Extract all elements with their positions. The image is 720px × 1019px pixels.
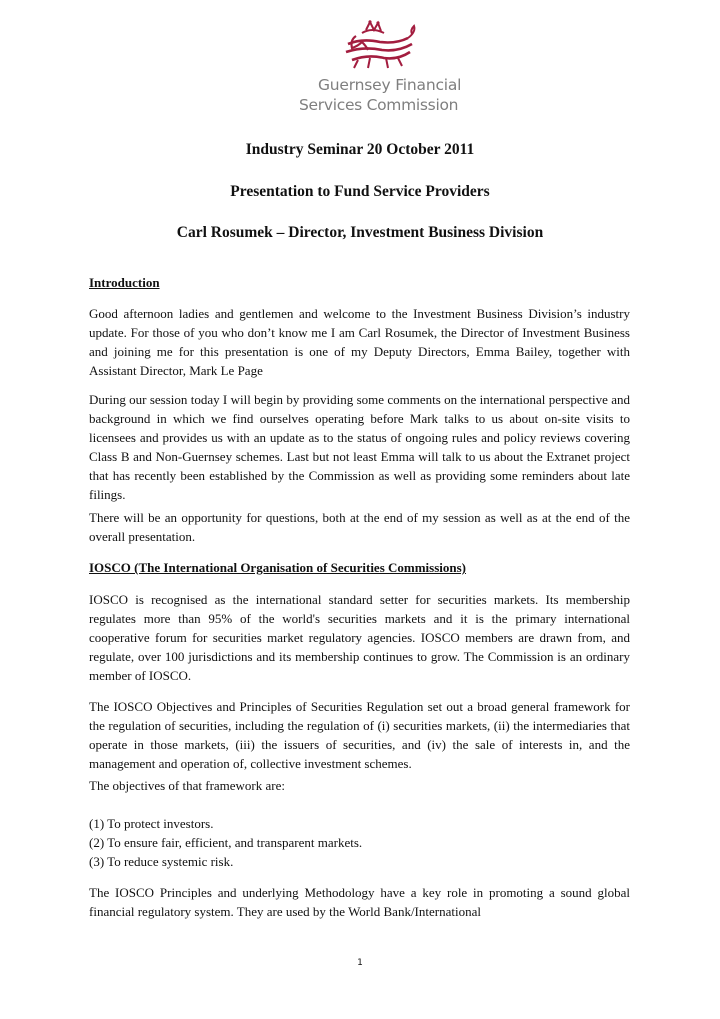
org-name-line1: Guernsey Financial [318, 76, 462, 94]
iosco-paragraph-1: IOSCO is recognised as the international standard setter for securities markets. Its membership regulates more than 95% of the world's securities markets and it is the primary international cooperative forum for securities market regulatory agencies. IOSCO members are drawn from, and regulate, over 100 jurisdictions and its membership continues to grow. The Commission is an ordinary member of IOSCO. [89, 592, 630, 683]
iosco-paragraph-3: The IOSCO Principles and underlying Methodology have a key role in promoting a sound global financial regulatory system. They are used by the World Bank/International [89, 885, 630, 919]
lion-crest-icon [322, 20, 422, 72]
presenter-line: Carl Rosumek – Director, Investment Business Division [176, 224, 544, 241]
section-heading-iosco: IOSCO (The International Organisation of Securities Commissions) [89, 560, 467, 575]
intro-paragraph-2: During our session today I will begin by providing some comments on the international perspective and background in which we find ourselves operating before Mark talks to us about on-site visits to licensees and provides us with an update as to the status of ongoing rules and policy reviews covering Class B and Non-Guernsey schemes. Last but not least Emma will talk to us about the Extranet project that has recently been established by the Commission as well as providing some reminders about late filings. [89, 392, 630, 502]
iosco-paragraph-2: The IOSCO Objectives and Principles of Securities Regulation set out a broad general framework for the regulation of securities, including the regulation of (i) securities markets, (ii) the intermediaries that operate in those markets, (iii) the issuers of securities, and (iv) the sale of interests in, and the management and operation of, collective investment schemes. [89, 699, 630, 771]
objective-item: (3) To reduce systemic risk. [89, 854, 234, 869]
section-heading-introduction: Introduction [89, 275, 160, 290]
objectives-intro: The objectives of that framework are: [89, 778, 285, 793]
objective-item: (1) To protect investors. [89, 816, 214, 831]
objective-item: (2) To ensure fair, efficient, and transparent markets. [89, 835, 363, 850]
intro-paragraph-3: There will be an opportunity for questions, both at the end of my session as well as at the end of the overall presentation. [89, 510, 630, 544]
gfsc-logo [300, 20, 460, 120]
intro-paragraph-1: Good afternoon ladies and gentlemen and welcome to the Investment Business Division’s industry update. For those of you who don’t know me I am Carl Rosumek, the Director of Investment Business and joining me for this presentation is one of my Deputy Directors, Emma Bailey, together with Assistant Director, Mark Le Page [89, 306, 630, 378]
page-number: 1 [357, 958, 363, 968]
document-title: Industry Seminar 20 October 2011 [245, 141, 475, 158]
org-name-line2: Services Commission [299, 96, 459, 114]
document-subtitle: Presentation to Fund Service Providers [230, 183, 490, 200]
